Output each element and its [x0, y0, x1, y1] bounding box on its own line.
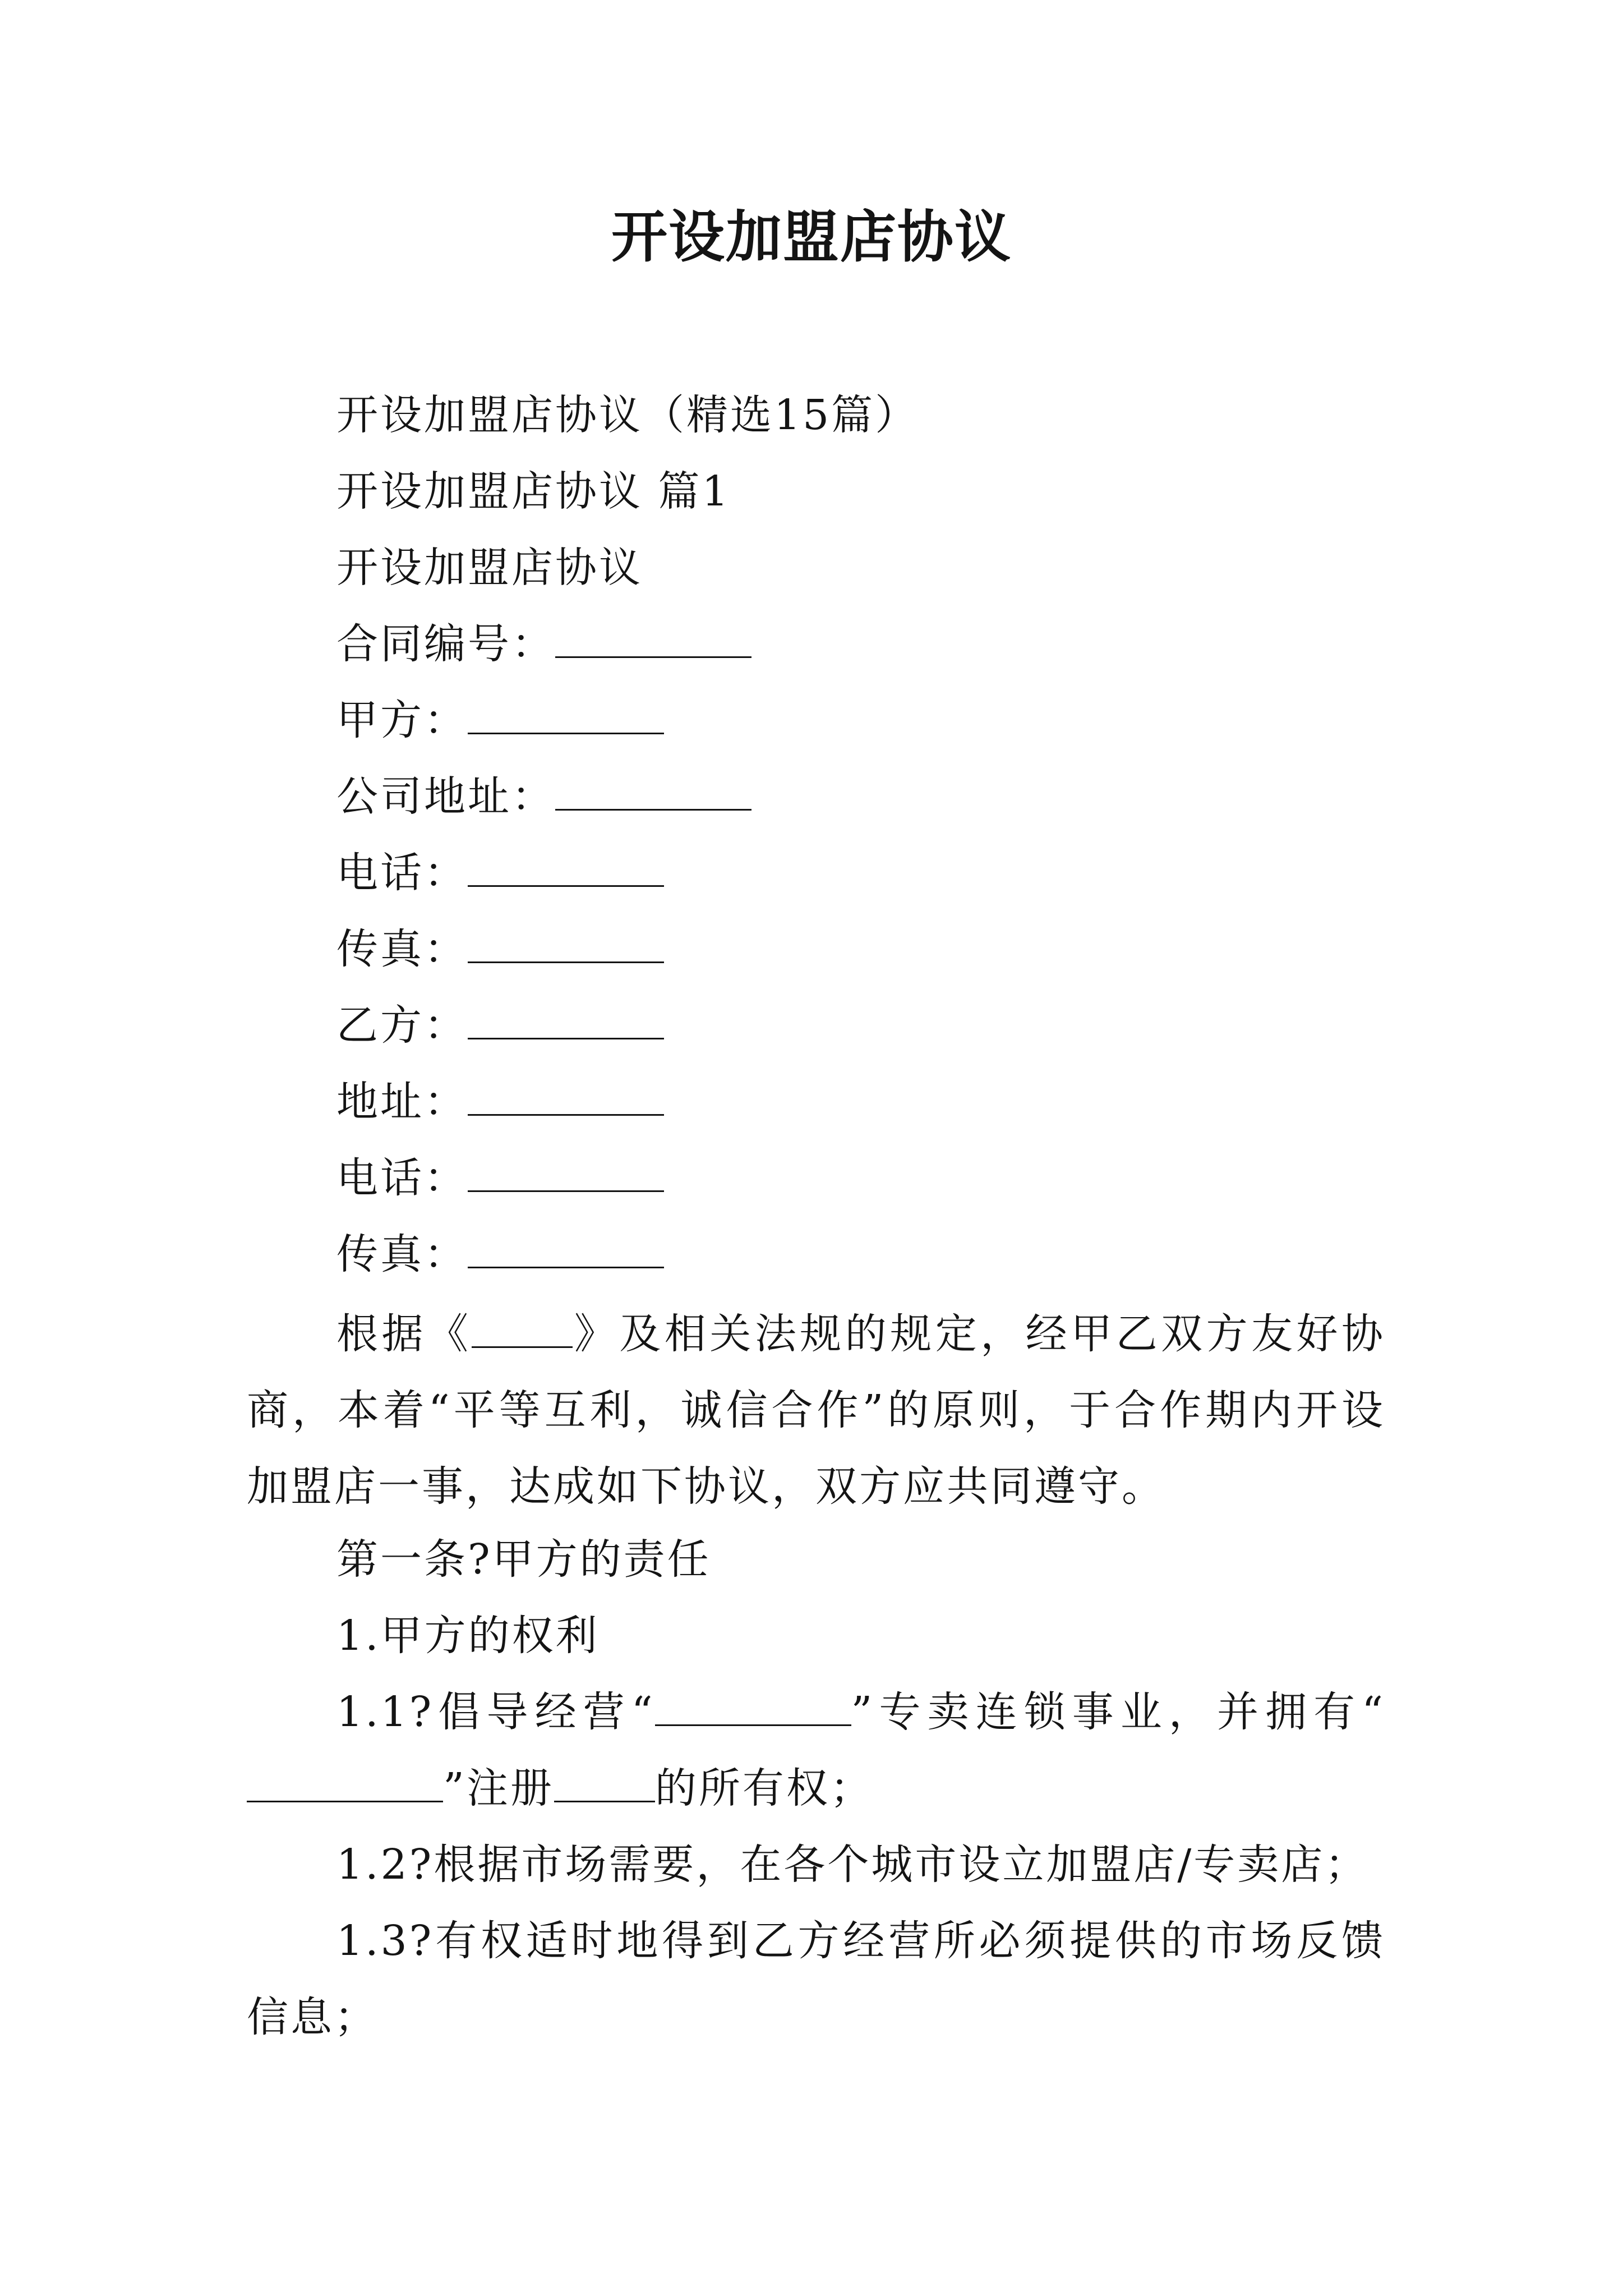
field-label: 电话：	[336, 1154, 468, 1202]
blank-line	[468, 850, 664, 887]
blank-line	[247, 1766, 443, 1802]
collection-subtitle: 开设加盟店协议（精选15篇）	[336, 391, 919, 439]
intro-text-1: 根据《	[336, 1310, 472, 1358]
item-1-1-text-1: 1.1?倡导经营“	[336, 1688, 655, 1736]
blank-line	[468, 1079, 664, 1116]
blank-line	[468, 1003, 664, 1039]
field-party-b	[336, 997, 664, 1053]
item-1-1	[247, 1674, 1385, 1826]
blank-line	[468, 927, 664, 963]
blank-line	[468, 698, 664, 734]
blank-line	[468, 1156, 664, 1192]
field-party-a	[336, 692, 664, 748]
field-phone-b	[336, 1150, 664, 1206]
field-address-b	[336, 1074, 664, 1130]
field-label: 电话：	[336, 849, 468, 897]
article-1-heading: 第一条?甲方的责任	[336, 1535, 711, 1584]
piece-heading: 开设加盟店协议 篇1	[336, 467, 731, 516]
field-label: 乙方：	[336, 1001, 468, 1050]
section-1-heading: 1.甲方的权利	[336, 1612, 600, 1660]
field-label: 甲方：	[336, 696, 468, 744]
item-1-2: 1.2?根据市场需要，在各个城市设立加盟店/专卖店；	[336, 1841, 1369, 1889]
field-phone-a	[336, 845, 664, 901]
blank-line	[555, 622, 751, 658]
item-1-1-text-3: ”注册	[443, 1764, 554, 1812]
field-label: 地址：	[336, 1078, 468, 1126]
item-1-1-text-4: 的所有权；	[654, 1764, 874, 1812]
intro-text-2: 》及相关法规的规定，经甲乙双方友好协商，本着“平等互利，诚信合作”的原则，于合作期内开设加盟店一事，达成如下协议，双方应共同遵守。	[247, 1310, 1386, 1511]
blank-line	[555, 774, 751, 811]
field-label: 传真：	[336, 925, 468, 973]
field-company-address	[336, 769, 751, 825]
field-label: 传真：	[336, 1230, 468, 1278]
blank-line	[655, 1690, 851, 1726]
item-1-1-text-2: ”专卖连锁事业，并拥有“	[851, 1688, 1385, 1736]
field-label: 公司地址：	[336, 772, 555, 821]
blank-line	[472, 1312, 573, 1348]
blank-line	[554, 1766, 655, 1802]
blank-line	[468, 1232, 664, 1268]
item-1-3: 1.3?有权适时地得到乙方经营所必须提供的市场反馈信息；	[247, 1917, 1385, 2041]
intro-paragraph	[247, 1296, 1385, 1525]
field-label: 合同编号：	[336, 620, 555, 668]
doc-name: 开设加盟店协议	[336, 544, 643, 592]
field-contract-number	[336, 616, 751, 672]
field-fax-a	[336, 921, 664, 977]
field-fax-b	[336, 1226, 664, 1282]
document-title: 开设加盟店协议	[611, 204, 1012, 270]
